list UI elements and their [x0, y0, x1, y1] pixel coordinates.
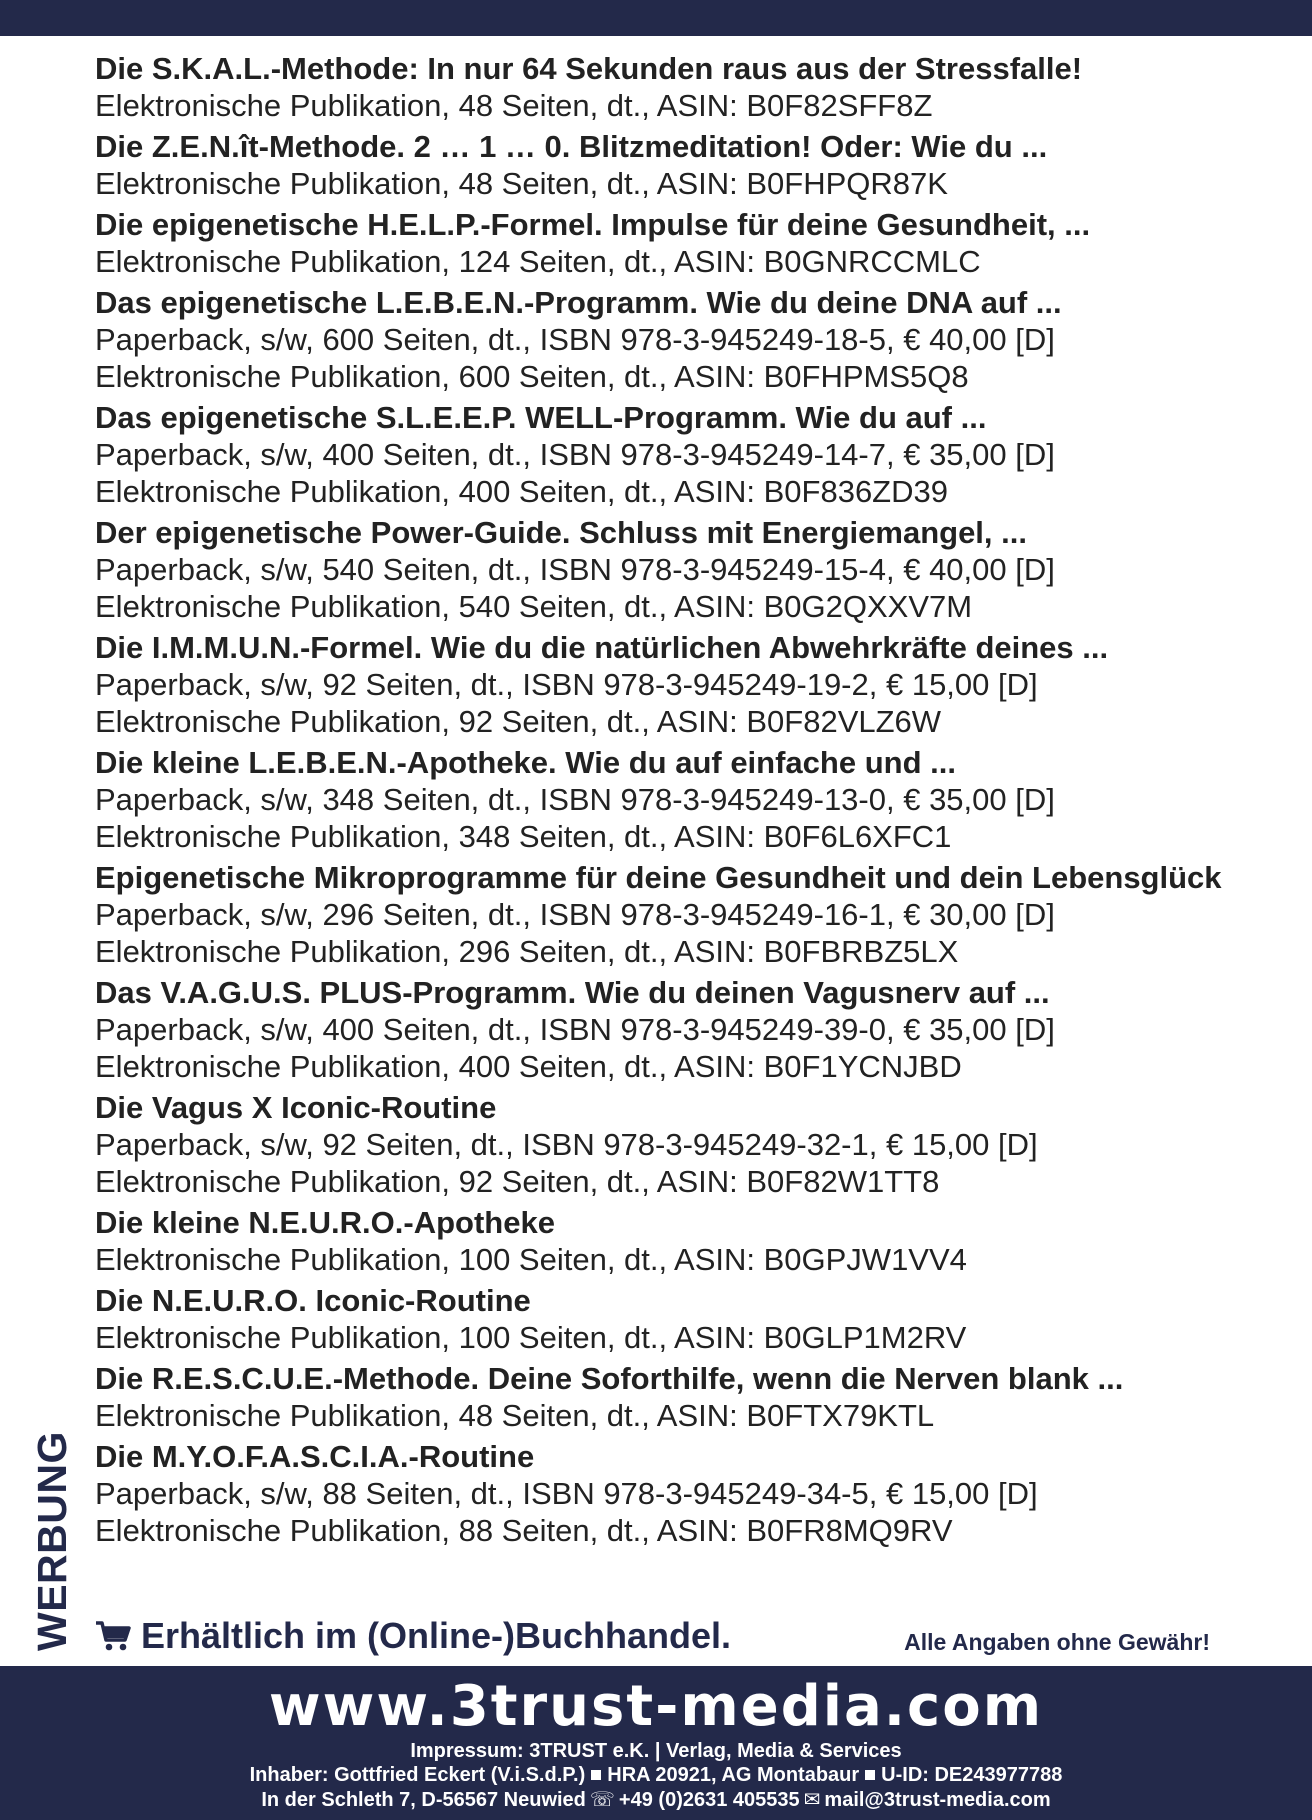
availability-note: Erhältlich im (Online-)Buchhandel.	[141, 1615, 732, 1656]
book-edition: Paperback, s/w, 296 Seiten, dt., ISBN 978-3-945249-16-1, € 30,00 [D]	[95, 897, 1055, 932]
imprint-line: Impressum: 3TRUST e.K. | Verlag, Media & Services	[410, 1740, 902, 1762]
cart-icon	[95, 1620, 131, 1652]
book-entry	[95, 128, 1245, 202]
book-entry	[95, 399, 1245, 510]
book-title: Die kleine L.E.B.E.N.-Apotheke. Wie du auf einfache und ...	[95, 745, 956, 780]
book-title: Die M.Y.O.F.A.S.C.I.A.-Routine	[95, 1439, 535, 1474]
book-entry	[95, 1438, 1245, 1549]
book-edition: Elektronische Publikation, 540 Seiten, dt., ASIN: B0G2QXXV7M	[95, 589, 973, 624]
book-edition: Paperback, s/w, 92 Seiten, dt., ISBN 978-3-945249-19-2, € 15,00 [D]	[95, 667, 1038, 702]
book-entry	[95, 859, 1245, 970]
book-edition: Elektronische Publikation, 600 Seiten, dt., ASIN: B0FHPMS5Q8	[95, 359, 969, 394]
book-edition: Elektronische Publikation, 400 Seiten, dt., ASIN: B0F1YCNJBD	[95, 1049, 962, 1084]
book-edition: Elektronische Publikation, 92 Seiten, dt., ASIN: B0F82W1TT8	[95, 1164, 940, 1199]
book-entry	[95, 514, 1245, 625]
owner: Inhaber: Gottfried Eckert (V.i.S.d.P.)	[249, 1764, 586, 1786]
book-edition: Elektronische Publikation, 100 Seiten, dt., ASIN: B0GPJW1VV4	[95, 1242, 967, 1277]
separator-square	[591, 1770, 601, 1780]
book-entry	[95, 629, 1245, 740]
uid: U-ID: DE243977788	[881, 1764, 1063, 1786]
book-title: Das V.A.G.U.S. PLUS-Programm. Wie du deinen Vagusnerv auf ...	[95, 975, 1050, 1010]
book-edition: Paperback, s/w, 400 Seiten, dt., ISBN 978-3-945249-39-0, € 35,00 [D]	[95, 1012, 1055, 1047]
book-edition: Paperback, s/w, 92 Seiten, dt., ISBN 978-3-945249-32-1, € 15,00 [D]	[95, 1127, 1038, 1162]
website-link[interactable]: www.3trust-media.com	[268, 1674, 1044, 1739]
book-edition: Paperback, s/w, 348 Seiten, dt., ISBN 978-3-945249-13-0, € 35,00 [D]	[95, 782, 1055, 817]
address: In der Schleth 7, D-56567 Neuwied	[261, 1789, 586, 1811]
owner-line	[0, 1763, 1312, 1787]
book-edition: Elektronische Publikation, 296 Seiten, dt., ASIN: B0FBRBZ5LX	[95, 934, 959, 969]
phone-icon: ☏	[589, 1787, 615, 1811]
book-edition: Elektronische Publikation, 48 Seiten, dt., ASIN: B0FHPQR87K	[95, 166, 948, 201]
contact-line	[0, 1787, 1312, 1812]
top-bar	[0, 0, 1312, 36]
book-edition: Elektronische Publikation, 48 Seiten, dt., ASIN: B0FTX79KTL	[95, 1398, 935, 1433]
book-edition: Elektronische Publikation, 400 Seiten, dt., ASIN: B0F836ZD39	[95, 474, 948, 509]
book-title: Epigenetische Mikroprogramme für deine Gesundheit und dein Lebensglück	[95, 860, 1222, 895]
book-title: Die S.K.A.L.-Methode: In nur 64 Sekunden raus aus der Stressfalle!	[95, 51, 1083, 86]
book-edition: Paperback, s/w, 400 Seiten, dt., ISBN 978-3-945249-14-7, € 35,00 [D]	[95, 437, 1055, 472]
book-title: Die Vagus X Iconic-Routine	[95, 1090, 497, 1125]
book-entry	[95, 1204, 1245, 1278]
book-list	[95, 50, 1245, 1553]
book-edition: Elektronische Publikation, 124 Seiten, dt., ASIN: B0GNRCCMLC	[95, 244, 981, 279]
book-title: Die epigenetische H.E.L.P.-Formel. Impulse für deine Gesundheit, ...	[95, 207, 1091, 242]
disclaimer: Alle Angaben ohne Gewähr!	[904, 1629, 1210, 1655]
book-title: Der epigenetische Power-Guide. Schluss mit Energiemangel, ...	[95, 515, 1027, 550]
book-edition: Paperback, s/w, 88 Seiten, dt., ISBN 978-3-945249-34-5, € 15,00 [D]	[95, 1476, 1038, 1511]
book-entry	[95, 206, 1245, 280]
separator-square	[865, 1770, 875, 1780]
email-link[interactable]: mail@3trust-media.com	[824, 1789, 1051, 1811]
book-title: Die R.E.S.C.U.E.-Methode. Deine Soforthilfe, wenn die Nerven blank ...	[95, 1361, 1124, 1396]
mail-icon: ✉	[803, 1787, 821, 1811]
hra: HRA 20921, AG Montabaur	[607, 1764, 860, 1786]
footer	[0, 1666, 1312, 1820]
book-title: Die I.M.M.U.N.-Formel. Wie du die natürlichen Abwehrkräfte deines ...	[95, 630, 1109, 665]
book-entry	[95, 1282, 1245, 1356]
book-title: Die Z.E.N.ît-Methode. 2 … 1 … 0. Blitzmeditation! Oder: Wie du ...	[95, 129, 1048, 164]
book-entry	[95, 50, 1245, 124]
book-entry	[95, 744, 1245, 855]
book-edition: Elektronische Publikation, 48 Seiten, dt., ASIN: B0F82SFF8Z	[95, 88, 933, 123]
book-title: Das epigenetische L.E.B.E.N.-Programm. Wie du deine DNA auf ...	[95, 285, 1062, 320]
book-title: Das epigenetische S.L.E.E.P. WELL-Programm. Wie du auf ...	[95, 400, 987, 435]
book-edition: Paperback, s/w, 600 Seiten, dt., ISBN 978-3-945249-18-5, € 40,00 [D]	[95, 322, 1055, 357]
book-edition: Elektronische Publikation, 92 Seiten, dt., ASIN: B0F82VLZ6W	[95, 704, 942, 739]
book-edition: Elektronische Publikation, 100 Seiten, dt., ASIN: B0GLP1M2RV	[95, 1320, 967, 1355]
book-entry	[95, 1360, 1245, 1434]
book-entry	[95, 974, 1245, 1085]
book-edition: Elektronische Publikation, 88 Seiten, dt., ASIN: B0FR8MQ9RV	[95, 1513, 953, 1548]
book-edition: Elektronische Publikation, 348 Seiten, dt., ASIN: B0F6L6XFC1	[95, 819, 952, 854]
side-label: WERBUNG	[29, 1431, 75, 1651]
bottom-row	[95, 1614, 1210, 1658]
phone[interactable]: +49 (0)2631 405535	[618, 1789, 800, 1811]
book-title: Die N.E.U.R.O. Iconic-Routine	[95, 1283, 531, 1318]
book-title: Die kleine N.E.U.R.O.-Apotheke	[95, 1205, 555, 1240]
book-edition: Paperback, s/w, 540 Seiten, dt., ISBN 978-3-945249-15-4, € 40,00 [D]	[95, 552, 1055, 587]
book-entry	[95, 284, 1245, 395]
book-entry	[95, 1089, 1245, 1200]
